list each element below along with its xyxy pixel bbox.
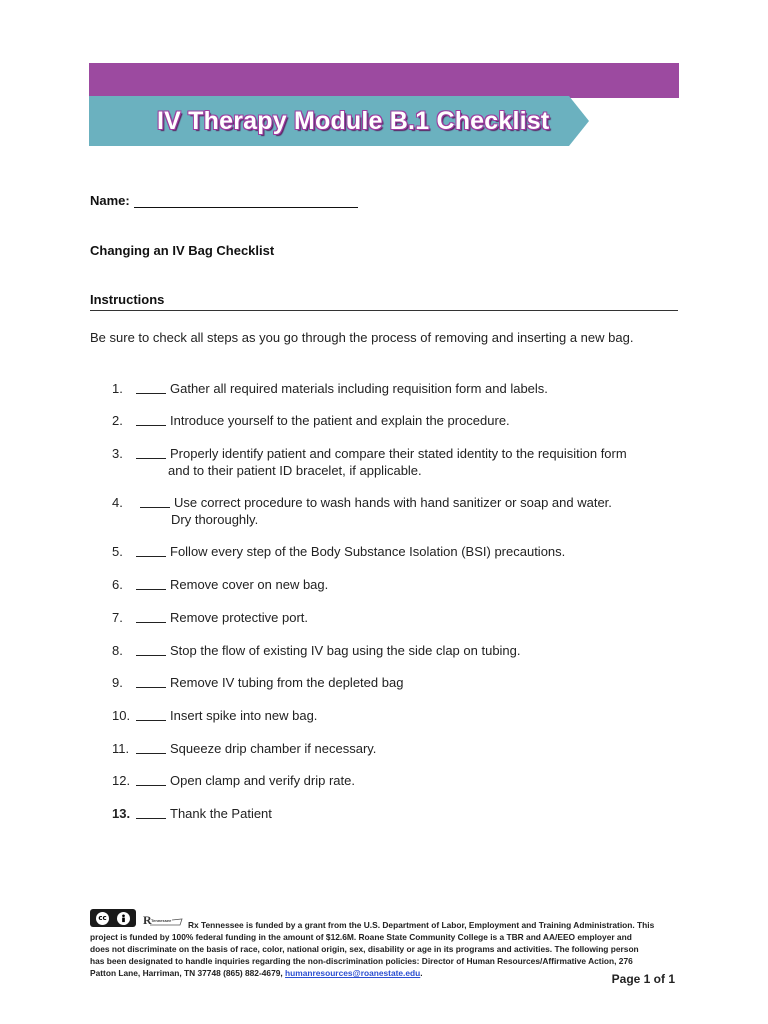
step-number: 6. bbox=[112, 577, 123, 592]
step-text: Remove protective port. bbox=[170, 610, 309, 625]
step-text: Remove cover on new bag. bbox=[170, 577, 329, 592]
step-text-continued: and to their patient ID bracelet, if applicable. bbox=[168, 463, 422, 478]
step-check-blank[interactable] bbox=[136, 445, 166, 459]
step-check-blank[interactable] bbox=[136, 609, 166, 623]
svg-text:R: R bbox=[143, 913, 152, 927]
footer-line-5 bbox=[90, 967, 680, 979]
step-text-continued: Dry thoroughly. bbox=[171, 512, 259, 527]
footer-line-2: project is funded by 100% federal funding in the amount of $12.6M. Roane State Community College is a TBR and AA/EEO employer and bbox=[90, 932, 632, 942]
footer-funding-notice bbox=[90, 919, 680, 979]
footer-line-4: has been designated to handle inquiries regarding the non-discrimination policies: Director of Human Resources/Affirmative Action, 276 bbox=[90, 956, 633, 966]
step-number: 10. bbox=[112, 708, 131, 723]
step-check-blank[interactable] bbox=[136, 543, 166, 557]
step-number: 4. bbox=[112, 495, 123, 510]
step-number: 5. bbox=[112, 544, 123, 559]
hr-email-link[interactable]: humanresources@roanestate.edu bbox=[285, 968, 421, 978]
step-text: Open clamp and verify drip rate. bbox=[170, 773, 355, 788]
instructions-heading: Instructions bbox=[90, 292, 678, 311]
step-check-blank[interactable] bbox=[136, 805, 166, 819]
header-top-bar bbox=[89, 63, 679, 98]
step-text: Insert spike into new bag. bbox=[170, 708, 318, 723]
step-number: 3. bbox=[112, 446, 123, 461]
step-check-blank[interactable] bbox=[136, 772, 166, 786]
step-text: Follow every step of the Body Substance Isolation (BSI) precautions. bbox=[170, 544, 566, 559]
step-text: Introduce yourself to the patient and explain the procedure. bbox=[170, 413, 510, 428]
step-text: Properly identify patient and compare their stated identity to the requisition form bbox=[170, 446, 627, 461]
step-number: 8. bbox=[112, 643, 123, 658]
step-number: 1. bbox=[112, 381, 123, 396]
instructions-intro: Be sure to check all steps as you go through the process of removing and inserting a new bag. bbox=[90, 330, 634, 345]
checklist-subtitle: Changing an IV Bag Checklist bbox=[90, 243, 275, 258]
step-check-blank[interactable] bbox=[136, 707, 166, 721]
step-check-blank[interactable] bbox=[136, 380, 166, 394]
svg-text:Tennessee: Tennessee bbox=[151, 918, 172, 923]
step-text: Thank the Patient bbox=[170, 806, 272, 821]
step-check-blank[interactable] bbox=[136, 740, 166, 754]
step-check-blank[interactable] bbox=[136, 576, 166, 590]
step-number: 7. bbox=[112, 610, 123, 625]
name-blank-line bbox=[134, 193, 358, 208]
page-title: IV Therapy Module B.1 Checklist bbox=[157, 107, 550, 135]
step-check-blank[interactable] bbox=[140, 494, 170, 508]
step-number: 13. bbox=[112, 806, 131, 821]
footer-period: . bbox=[420, 968, 423, 978]
step-text: Gather all required materials including requisition form and labels. bbox=[170, 381, 548, 396]
step-check-blank[interactable] bbox=[136, 412, 166, 426]
step-number: 2. bbox=[112, 413, 123, 428]
footer-line-3: does not discriminate on the basis of race, color, national origin, sex, disability or age in its programs and activities. The following person bbox=[90, 944, 639, 954]
footer-line-1: Rx Tennessee is funded by a grant from the U.S. Department of Labor, Employment and Training Administration. This bbox=[188, 920, 655, 930]
step-text: Squeeze drip chamber if necessary. bbox=[170, 741, 377, 756]
step-text: Stop the flow of existing IV bag using the side clap on tubing. bbox=[170, 643, 521, 658]
cc-icon: cc bbox=[96, 912, 109, 925]
name-label: Name: bbox=[90, 193, 130, 208]
step-number: 12. bbox=[112, 773, 131, 788]
step-number: 9. bbox=[112, 675, 123, 690]
step-check-blank[interactable] bbox=[136, 642, 166, 656]
page-number: Page 1 of 1 bbox=[611, 972, 675, 986]
step-text: Remove IV tubing from the depleted bag bbox=[170, 675, 404, 690]
step-number: 11. bbox=[112, 741, 130, 756]
name-field-row bbox=[90, 193, 358, 208]
footer-address: Patton Lane, Harriman, TN 37748 (865) 882-4679, bbox=[90, 968, 286, 978]
step-check-blank[interactable] bbox=[136, 674, 166, 688]
step-text: Use correct procedure to wash hands with hand sanitizer or soap and water. bbox=[174, 495, 612, 510]
